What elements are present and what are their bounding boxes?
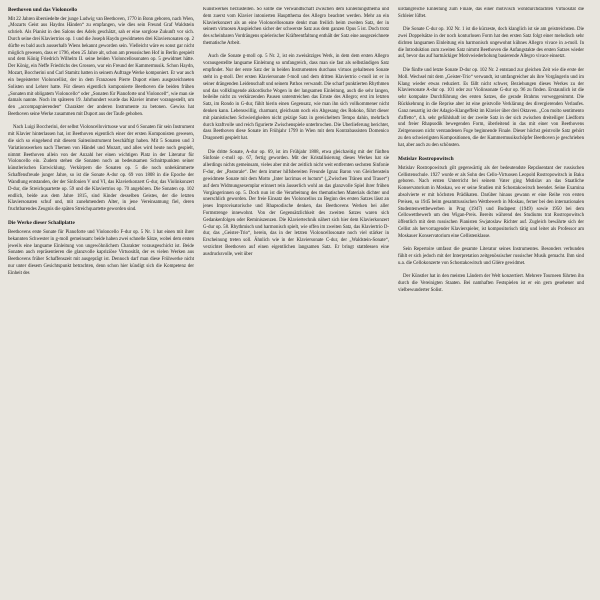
paragraph: Der Künstler hat in den meisten Ländern der Welt konzertiert. Mehrere Tourneen führten ihn durch die Vereinigten Staaten. Bei namhaften Festspielen ist er ein gern gesehener und vielbewunderter Solist.: [398, 274, 584, 293]
paragraph: Sein Repertoire umfasst die gesamte Literatur seines Instrumentes. Besonders verbunden fühlt er sich jedoch mit der Interpretation zeitgenössischer russischer Musik gemacht. Ihm sind u.a. die Cellokonzerte von Schostakowitsch und Glière gewidmet.: [398, 247, 584, 266]
paragraph: Mit 22 Jahren übersiedelte der junge Ludwig van Beethoven, 1770 in Bonn geboren, nach Wien, „Mozarts Geist aus Haydns Händen“ zu empfangen, wie dies sein Freund Graf Waldstein schrieb. Als Pianist in den Salons des Adels geschätzt, sah er eine sorglose Zukunft vor sich. Durch seine drei Klaviertrios op. 1 und die Joseph Haydn gewidmeten drei Klaviersonaten op. 2 dürfte es bald auch ausserhalb Wiens bekannt geworden sein. Vielleicht wäre es sonst gar nicht möglich gewesen, dass er 1796, eben 25 Jahre alt, schon am preussischen Hof in Berlin gespielt und dem König Friedrich Wilhelm II. seine beiden Violoncellosonaten op. 5 gewidmet hätte. Der König, ein Neffe Friedrichs des Grossen, war ein Freund der Kammermusik. Schon Haydn, Mozart, Boccherini und Carl Stamitz hatten in seinem Auftrage Werke komponiert. Er war auch ein begeisterter Violoncellist, der in dem Franzosen Pierre Duport einen ausgezeichneten Solisten und Lehrer hatte. Für diesen eigentlich komponierte Beethoven die beiden frühen „Sonaten mit obligatem Violoncello“ oder „Sonaten für Pianoforte und Violoncell“, wie man sie damals nannte. Noch im späteren 19. Jahrhundert wurde das Klavier immer vorangestellt, um den „accompagnierenden“ Charakter der anderen Instrumente zu betonen. Gewiss hat Beethoven seine Werke zusammen mit Duport aus der Taufe gehoben.: [8, 16, 194, 117]
section-heading-beethoven-cello: Beethoven und das Violoncello: [8, 7, 78, 13]
text-column-3: [398, 7, 584, 593]
paragraph: Mstislav Rostropowitsch gilt gegenwärtig als der bedeutendste Repräsentant der russischen Cellistenschule. 1927 wurde er als Sohn des Cello-Virtuosen Leopold Rostropowitsch in Baku geboren. Nach ersten Unterricht bei seinem Vater ging Mstislav an das Staatliche Konservatorium in Moskau, wo er seine Studien mit Schostakowitsch beendet. Seine Examina absolvierte er mit höchsten Prädikaten. Darüber hinaus gewann er eine Reihe von ersten Preisen, so 1945 beim gesamtrussischen Wettbewerb in Moskau, ferner bei den internationalen Studentenwettbewerben in Prag (1947) und Budapest (1949) sowie 1950 bei dem Cellowettbewerb um den Wigan-Preis. Bereits während des Studiums trat Rostropowitsch öffentlich mit dem russischen Pianisten Swjatoslaw Richter auf. Zugleich bewährte sich der Cellist als hervorragender Klavierspieler, ist kompositorisch tätig und leitet als Professor am Moskauer Konservatorium eine Cellistenklasse.: [398, 165, 584, 239]
paragraph: Auch die Sonate g-moll op. 5 Nr. 2, ist ein zweisätziges Werk, in dem dem ersten Allegro vorausgestellte langsame Einleitung so umfangreich, dass man sie fast als selbständigen Satz empfindet. Nur der erste Satz der in beiden Instrumenten durchaus virtuos gehaltenen Sonate steht in g-moll. Der ersten Klaviersonate f-moll und dem dritten Klaviertrio c-moll ist er in seiner drängenden Leidenschaft und seinem Pathos verwandt. Die scharf punktierten Rhythmen und das vollklingende akkordische Wogen in der langsamen Einleitung, auch die sehr langen, beileibe nicht zu verkürzenden Pausen unterstreichen das Ernste des Allegro; erst im letzten Satz, im Rondo in G-dur, fühlt hierin einen Gegensatz, wie man ihn sich vollkommener nicht denken kann. Lebenswillig, charmant, gleichsam noch ein Abgesang des Rokoko, führt dieser mit pianistischen Schwierigkeiten nicht geizige Satz in gereicheltem Tempo dahin, mehrfach durch kraftvolle und reich figurierte Zwischenspiele unterbrochen. Die Uberlieferung berichtet, dass Beethoven diese Sonate im Frühjahr 1799 in Wien mit dem Kontrabassisten Domenico Dragonetti gespielt hat.: [203, 54, 389, 142]
paragraph: Beethovens erste Sonate für Pianoforte und Violoncello F-dur op. 5 Nr. 1 hat einen mit ihrer bekannten Schwester in g-moll gemeinsam: beide haben zwei schnelle Sätze, wobei dem ersten jeweils eine langsame Einleitung von ungewöhnlichem Charakter vorausgeschickt ist. Beide Sonaten auch repräsentieren die glanzvolle kapriziöse Virtuosität, der es vielen Werken aus Beethovens früher Schaffenszeit mit ausgeprägt ist. Dennoch darf man diese Frühwerke nicht nur unter diesem Gesichtspunkt betrachten, denn schon hier kündigt sich die Kompetenz der Einheit des: [8, 230, 194, 276]
paragraph: Die dritte Sonate, A-dur op. 69, ist im Frühjahr 1808, etwa gleichzeitig mit der fünften Sinfonie c-moll op. 67, fertig geworden. Mit der Kristallisierung dieses Werkes hat sie allerdings nichts gemeinsam, vieles aber mit der zeitlich nicht weit entfernten sechsten Sinfonie F-dur, der „Pastorale“. Der dem immer hilfsbereiten Freunde Ignaz Baron von Gleichenstein gewidmete Sonate mit dem Motto „Inter lacrimas et luctum“ („Zwischen Tränen und Trauer“) auf dem Widmungsexemplar erinnert rein äusserlich wohl an das glanzvolle Spiel ihrer frühen Vorgängerinnen op. 5. Doch nun ist die Verarbeitung des thematischen Materials dichter und unerschlich geworden. Der freie Einsatz des Violoncellos zu Beginn des ersten Satzes lässt an jenes Improvisatorische und Rhapsodische denken, das Beethovens Werken bei aller Formstrenge innewohnt. Von der Gegensätzlichkeit des zweiten Satzes waren sich Gedankenfolgen oder Reminiszenzen. Die Klaviertechnik nähert sich hier dem Klavierkonzert G-dur op. 58. Rhythmisch und harmonisch spielt, wie offen im zweiten Satz, das Klaviertrio D-dur, das „Geister-Trio“, herein, das in der letzten Violoncellosonate noch viel stärker in Erscheinung treten soll. Ähnlich wie in der Klaviersonate C-dur, der „Waldstein-Sonate“, verzichtet Beethoven auf einen eigentlichen langsamen Satz. Er bringt stattdessen eine ausdrucksvolle, weit über: [203, 149, 389, 257]
paragraph: Kunstwerkes herzustellen. So sollte die Verwandtschaft zwischen dem Einleitungsthema und dem zuerst vom Klavier intonierten Hauptthema des Allegro beachtet werden. Mehr an ein Klavierkonzert als an eine Violoncellosonate denkt man freilich beim zweiten Satz, der in seinem virtuosen Anspielchen sicher der schwerste Satz aus dem ganzen Opus 5 ist. Doch trotz des scheinbaren Vordrängens spielerischer Kräfteentfaltung enthält der Satz eine ausgezeichnete thematische Arbeit.: [203, 7, 389, 47]
text-column-2: [203, 7, 389, 593]
paragraph: Die fünfte und letzte Sonate D-dur op. 102 Nr. 2 entstand zur gleichen Zeit wie die erste der Moll. Wechsel mit dem „Geister-Trio“ verwandt, ist umfangreicher als ihre Vorgängerin und im Klang wieder etwas reduziert. Es fällt nicht schwer, Beziehungen dieses Werkes zu der Klaviersonate A-dur op. 101 oder zur Violinsonate G-dur op. 96 zu finden. Erstaunlich ist die sehr kompakte Durchführung des ersten Satzes, die gerade Brahms vorweggenimmt. Die Rückkehrung in die Reprise aber ist eine geistvolle Verklärung des divergierenden Verlaufes. Ganz neuartig ist der Adagio-Klangeffekt im Klavier über drei Oktaven. „Con molto sentimento d'affetto“, d.h. sehr gefühlshaft ist der zweite Satz in der sich zwischen dreiteiliger Liedform und freier Rhapsodik bewegenden Form, überleitend in das mit einer von Beethovens Zeitgenossen nicht verstandenen Fuge beginnende Finale. Dieser höchst geistvolle Satz gehört zu den schwierigsten Kompositionen, die der Kammermusikschöpfer Beethoven je geschrieben hat, aber auch zu den schönsten.: [398, 67, 584, 148]
section-heading-rostropovich: Mstislav Rostropowitsch: [398, 156, 454, 163]
paragraph: Die Sonate C-dur op. 102 Nr. 1 ist die kürzeste, doch klanglich ist sie am geistreichsten. Die zwei Doppelsätze in der noch konturlosen Form hat den ersten Satz folgt einer melodisch sehr dichten langsamen Einleitung ein harmonisch ungewohnt kühnes Allegro vivace in a-moll. In die Introduktion zum zweiten Satz nimmt Beethoven die Anfangstakte des ersten Satzes wieder auf, bevor das auf hartnäckiger Motivwiederholung basierende Allegro vivace einsetzt.: [398, 27, 584, 60]
paragraph: Nach Luigi Boccherini, der selbst Violoncellovirtuose war und 6 Sonaten für sein Instrument mit Klavier hinterlassen hat, ist Beethoven eigentlich einer der ersten Komponisten gewesen, die sich so eingehend mit diesem Saiteninstrument beschäftigt haben. Mit 5 Sonaten und 3 Variationswerken nach Themen von Händel und Mozart, und alles wird heute noch gespielt, nimmt Beethoven allein von der Anzahl her einen wichtigen Platz in der Literatur für Violoncello ein. Zudem stehen die Sonaten noch an bedeutsamen Schnittpunkten seiner künstlerischen Entwicklung. Verkörpern die Sonaten op. 5 die noch unbekümmerte Schaffensfreude junger Jahre, so ist die Sonate A-dur op. 69 von 1808 in die Epoche der Wandlung entstanden, der der Sinfonien V und VI, das Klavierkonzert G-dur, das Violinkonzert D-dur, die Streichquartette op. 59 und die Klaviertrios op. 70 angehören. Die Sonaten op. 102 endlich, beide aus dem Jahre 1815, sind Kinder desselben Geistes, der die letzten Klaviersonaten schuf und, mit zunehmendem Alter, in jene Vereinsamung fiel, deren fruchtbarendes Zeugnis die späten Streichquartette geworden sind.: [8, 125, 194, 213]
text-column-1: [8, 7, 194, 593]
paragraph: uirdangreiche Einleitung zum Finale, das einer motivisch wohldurchdachten Virtuosität die Schleier lüftet.: [398, 7, 584, 19]
section-heading-works: Die Werke dieser Schallplatte: [8, 220, 75, 227]
